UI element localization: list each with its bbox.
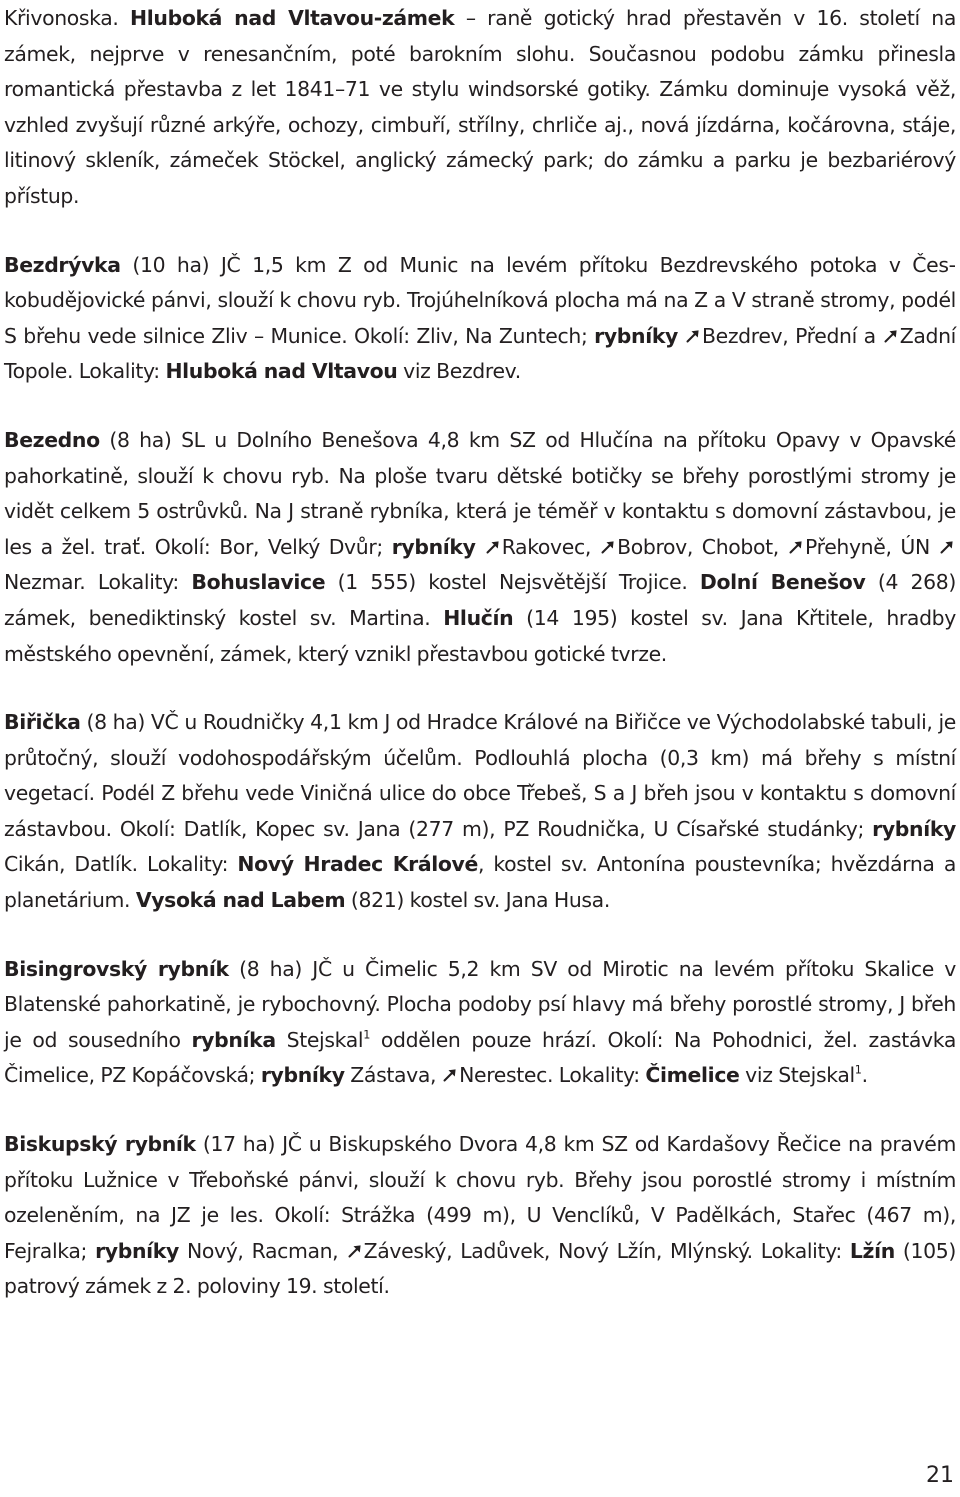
text-run: Rakovec, bbox=[501, 534, 600, 559]
text-run: Bezdrev, Přední a bbox=[702, 323, 883, 348]
text-run: (821) kostel sv. Jana Husa. bbox=[345, 888, 610, 913]
text-run bbox=[476, 535, 485, 559]
text-run: Bobrov, Chobot, bbox=[617, 534, 788, 559]
entry-list bbox=[4, 1, 956, 1305]
text-run: Přehyně, ÚN bbox=[805, 534, 939, 559]
text-run: (10 ha) JČ 1,5 km Z od Munic na levém přítoku Bezdrevského potoka v Českobudějovické pánvi, slouží k chovu ryb. Trojúhelníková plocha má na Z a V straně stromy, podél S břehu vede silnice Zliv – Munice. Okolí: Zliv, Na Zuntech; bbox=[4, 252, 956, 348]
text-run: Nový, Racman, bbox=[178, 1238, 347, 1263]
bold-term: rybníky bbox=[391, 534, 476, 559]
text-run: (8 ha) SL u Dolního Benešova 4,8 km SZ od Hlučína na přítoku Opavy v Opavské pahorkatině, slouží k chovu ryb. Na ploše tvaru dětské botičky se břehy porostlými stromy je vidět celkem 5 ostrůvků. Na J straně rybníka, která je téměř v kontaktu s domovní zástavbou, je les a žel. trať. Okolí: Bor, Velký Dvůr; bbox=[4, 427, 956, 559]
arrow-up-right-icon bbox=[442, 1058, 459, 1094]
entry-krivonoska bbox=[4, 1, 956, 215]
arrow-up-right-icon bbox=[939, 530, 956, 566]
entry-biricka bbox=[4, 705, 956, 919]
superscript: 1 bbox=[363, 1028, 371, 1042]
text-run: Stejskal bbox=[275, 1027, 364, 1052]
text-run: Nezmar. Lokality: bbox=[4, 570, 192, 595]
text-run: Křivonoska. bbox=[4, 6, 131, 30]
bold-term: rybníky bbox=[594, 323, 678, 348]
bold-term: Bezedno bbox=[4, 427, 100, 452]
bold-term: Bezdrývka bbox=[4, 252, 121, 277]
text-run: . bbox=[861, 1063, 868, 1088]
text-run: (8 ha) VČ u Roudničky 4,1 km J od Hradce Králové na Biřičce ve Východolabské tabuli, je průtočný, slouží vodohospodářským účelům. Podlouhlá plocha (0,3 km) má břehy s místní vegetací. Podél Z břehu vede Viničná ulice do obce Třebeš, S a J břeh jsou v kontaktu s domovní zástavbou. Okolí: Datlík, Kopec sv. Jana (277 m), PZ Roudnička, U Císařské studánky; bbox=[4, 710, 956, 841]
bold-term: Dolní Benešov bbox=[699, 570, 866, 595]
superscript: 1 bbox=[854, 1064, 862, 1078]
text-run: Cikán, Datlík. Lokality: bbox=[4, 852, 238, 877]
text-run: – raně gotický hrad přestavěn v 16. století na zámek, nejprve v renesančním, poté barokním slohu. Současnou podobu zámku přinesla romantická přestavba z let 1841–71 ve stylu windsorské gotiky. Zámku dominuje vysoká věž, vzhled zvyšují různé arkýře, ochozy, cimbuří, střílny, chrliče aj., nová jízdárna, kočárovna, stáje, litinový skleník, zámeček Stöckel, anglický zámecký park; do zámku a parku je bezbariérový přístup. bbox=[4, 6, 957, 208]
bold-term: rybníky bbox=[260, 1063, 345, 1088]
entry-bezedno bbox=[4, 423, 956, 672]
arrow-up-right-icon bbox=[484, 530, 501, 566]
arrow-up-right-icon bbox=[346, 1234, 363, 1270]
bold-term: Biřička bbox=[4, 710, 81, 735]
text-run: , kostel sv. Antonína poustevníka; hvězdárna a planetárium. bbox=[4, 852, 956, 913]
arrow-up-right-icon bbox=[882, 319, 899, 355]
bold-term: Bohuslavice bbox=[191, 570, 326, 595]
bold-term: Hlučín bbox=[443, 605, 514, 630]
text-run: Zadní Topole. Lokality: bbox=[4, 323, 956, 384]
bold-term: rybníka bbox=[191, 1027, 276, 1052]
text-run: (8 ha) JČ u Čimelic 5,2 km SV od Mirotic na levém přítoku Skalice v Blatenské pahorkatině, je rybochovný. Plocha podoby psí hlavy má břehy porostlé stromy, J břeh je od sousedního bbox=[4, 956, 956, 1052]
text-run: Záveský, Ladůvek, Nový Lžín, Mlýnský. Lokality: bbox=[363, 1238, 850, 1263]
text-run: (14 195) kostel sv. Jana Křtitele, hradby městského opevnění, zámek, který vznikl přestavbou gotické tvrze. bbox=[4, 605, 956, 666]
bold-term: Čimelice bbox=[645, 1063, 740, 1088]
bold-term: Hluboká nad Vltavou bbox=[165, 359, 398, 384]
entry-biskupsky bbox=[4, 1127, 956, 1305]
page-number: 21 bbox=[926, 1463, 954, 1488]
text-run: viz Stejskal bbox=[739, 1063, 855, 1088]
text-run: (17 ha) JČ u Biskupského Dvora 4,8 km SZ od Kardašovy Řečice na pravém přítoku Lužnice v Třeboňské pánvi, slouží k chovu ryb. Břehy jsou porostlé stromy i místním ozeleněním, na JZ je les. Okolí: Strážka (499 m), U Venclíků, V Padělkách, Stařec (467 m), Fejralka; bbox=[4, 1132, 957, 1263]
entry-bezdryvka bbox=[4, 248, 956, 390]
text-run: viz Bezdrev. bbox=[397, 359, 521, 384]
bold-term: Nový Hradec Králové bbox=[237, 852, 478, 877]
text-run bbox=[678, 324, 685, 348]
bold-term: Biskupský rybník bbox=[4, 1132, 196, 1157]
text-run: oddělen pouze hrází. Okolí: Na Pohodnici, žel. zastávka Čimelice, PZ Kopáčovská; bbox=[4, 1027, 956, 1088]
bold-term: Lžín bbox=[849, 1238, 895, 1263]
text-run: (4 268) zámek, benediktinský kostel sv. Martina. bbox=[4, 570, 957, 630]
arrow-up-right-icon bbox=[600, 530, 617, 566]
arrow-up-right-icon bbox=[788, 530, 805, 566]
text-run: (105) patrový zámek z 2. poloviny 19. století. bbox=[4, 1238, 956, 1299]
bold-term: Vysoká nad Labem bbox=[135, 888, 346, 913]
text-run: Zástava, bbox=[344, 1063, 442, 1088]
text-run: (1 555) kostel Nejsvětější Trojice. bbox=[325, 570, 700, 595]
entry-bisingrovsky bbox=[4, 952, 956, 1094]
bold-term: rybníky bbox=[95, 1238, 179, 1263]
bold-term: Bisingrovský rybník bbox=[4, 956, 229, 981]
bold-term: rybníky bbox=[872, 816, 956, 841]
arrow-up-right-icon bbox=[685, 319, 702, 355]
text-run: Nerestec. Lokality: bbox=[459, 1063, 646, 1088]
bold-term: Hluboká nad Vltavou-zámek bbox=[130, 6, 455, 30]
document-page bbox=[4, 0, 956, 1338]
